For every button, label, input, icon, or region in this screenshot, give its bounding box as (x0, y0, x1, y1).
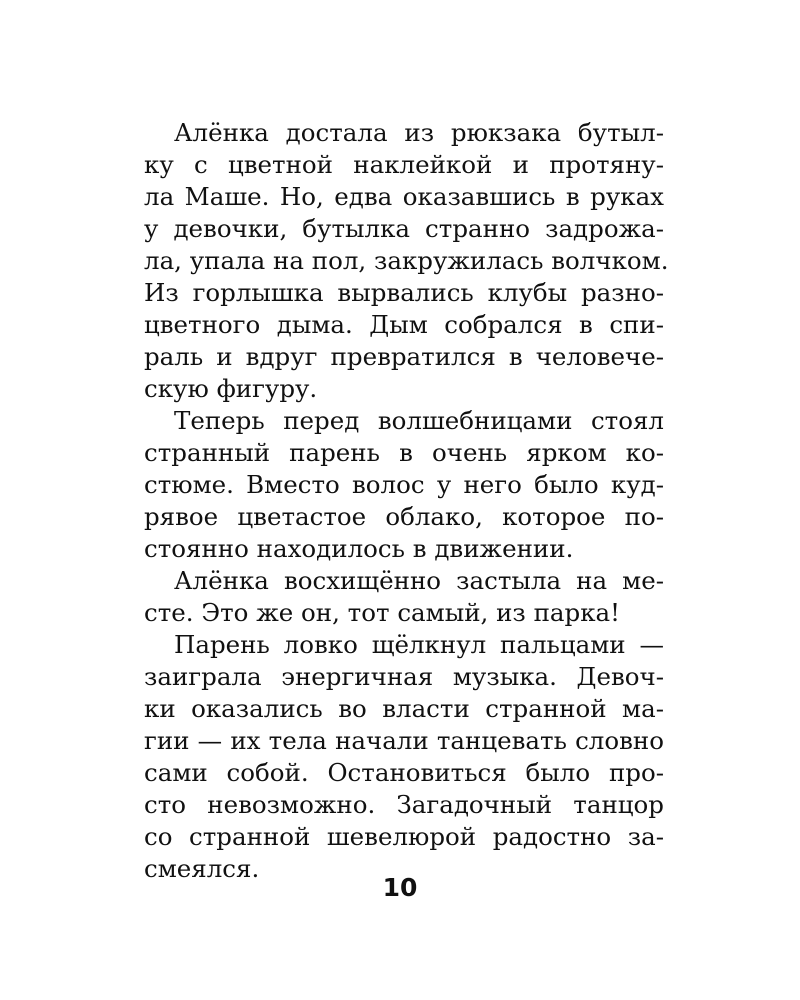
paragraph-1-line-6: Из горлышка вырвались клубы разно- (144, 278, 664, 307)
page-number: 10 (382, 873, 418, 902)
paragraph-2-line-2: странный парень в очень ярком ко- (144, 438, 664, 467)
paragraph-1-line-8: раль и вдруг превратился в человече- (144, 342, 664, 371)
paragraph-1-line-3: ла Маше. Но, едва оказавшись в руках (144, 182, 664, 211)
paragraph-4-line-6: сто невозможно. Загадочный танцор (144, 790, 664, 819)
paragraph-2-line-3: стюме. Вместо волос у него было куд- (144, 470, 664, 499)
paragraph-2-line-5: стоянно находилось в движении. (144, 534, 574, 563)
paragraph-1-line-5: ла, упала на пол, закружилась волчком. (144, 246, 669, 275)
paragraph-1-line-2: ку с цветной наклейкой и протяну- (144, 150, 664, 179)
paragraph-3-line-2: сте. Это же он, тот самый, из парка! (144, 598, 620, 627)
paragraph-2-line-4: рявое цветастое облако, которое по- (144, 502, 664, 531)
paragraph-2-line-1: Теперь перед волшебницами стоял (174, 406, 664, 435)
paragraph-4-line-4: гии — их тела начали танцевать словно (144, 726, 664, 755)
paragraph-4-line-3: ки оказались во власти странной ма- (144, 694, 664, 723)
paragraph-1-line-7: цветного дыма. Дым собрался в спи- (144, 310, 664, 339)
paragraph-3-line-1: Алёнка восхищённо застыла на ме- (174, 566, 664, 595)
paragraph-4-line-5: сами собой. Остановиться было про- (144, 758, 664, 787)
paragraph-1-line-1: Алёнка достала из рюкзака бутыл- (174, 118, 664, 147)
paragraph-4-line-7: со странной шевелюрой радостно за- (144, 822, 664, 851)
paragraph-4-line-1: Парень ловко щёлкнул пальцами — (174, 630, 664, 659)
paragraph-4-line-2: заиграла энергичная музыка. Девоч- (144, 662, 664, 691)
paragraph-4-line-8: смеялся. (144, 854, 260, 883)
paragraph-1-line-9: скую фигуру. (144, 374, 318, 403)
paragraph-1-line-4: у девочки, бутылка странно задрожа- (144, 214, 664, 243)
